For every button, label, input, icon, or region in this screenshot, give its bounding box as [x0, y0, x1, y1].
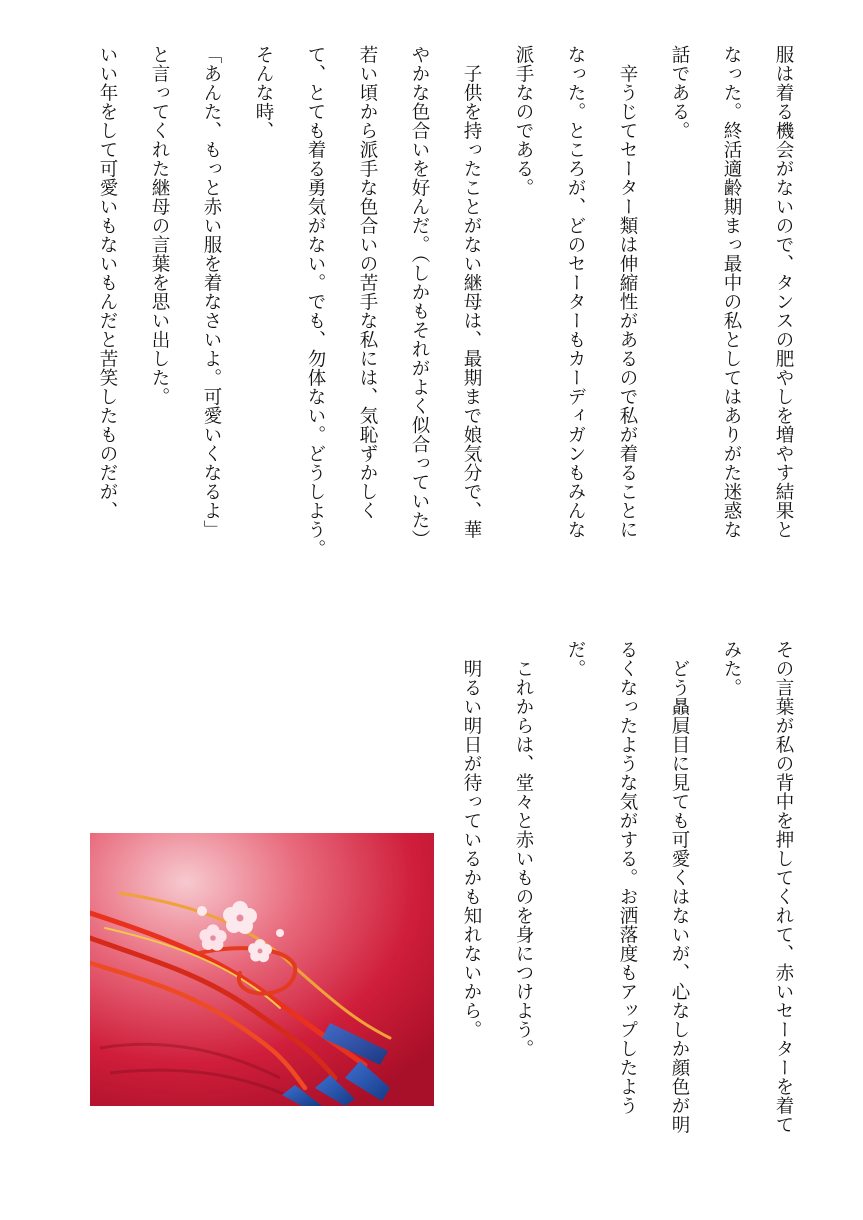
essay-text-upper: 服は着る機会がないので、タンスの肥やしを増やす結果と なった。終活適齢期まっ最中の私としてはありがた迷惑な 話である。 辛うじてセーター類は伸縮性があるので私が着ることに なった。ところが、どのセーターもカーディガンもみんな 派手なのである。 子供を持ったことがない継母は、最期まで娘気分で、華 やかな色合いを好んだ。（しかもそれがよく似合っていた） 若い頃から派手な色合いの苦手な私には、気恥ずかしく て、とても着る勇気がない。でも、勿体ない。どうしよう。 そんな時、 「あんた、もっと赤い服を着なさいよ。可愛いくなるよ」 と言ってくれた継母の言葉を思い出した。 いい年をして可愛いもないもんだと苦笑したものだが、 — [97, 45, 794, 558]
illustration-photo — [90, 833, 434, 1106]
essay-text-lower: その言葉が私の背中を押してくれて、赤いセーターを着て みた。 どう贔屓目に見ても可愛くはないが、心なしか顔色が明 るくなったような気がする。お洒落度もアップしたようだ。 これからは、堂々と赤いものを身につけよう。 明るい明日が待っているかも知れないから。 — [461, 640, 794, 1134]
